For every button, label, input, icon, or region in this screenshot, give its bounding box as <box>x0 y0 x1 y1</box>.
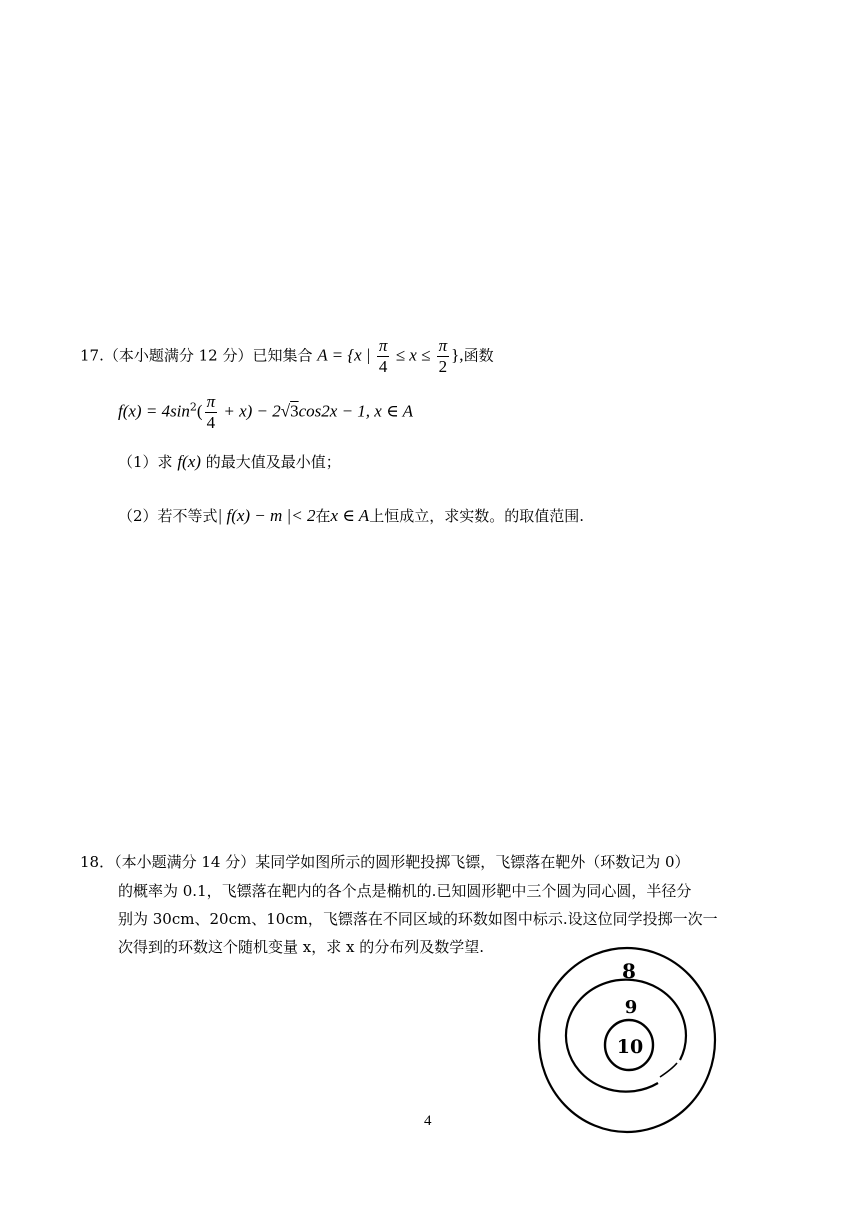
q17-frac-pi-4: $\frac{\pi}{4}$ <box>378 336 388 376</box>
q17-line1 <box>80 336 494 377</box>
q17-part2-ineq: | f(x) − m |< 2 <box>217 506 316 525</box>
q17-set-lhs: A = {x | <box>317 345 375 365</box>
q17-intro: 已知集合 <box>252 346 313 365</box>
q18-line2: 的概率为 0.1，飞镖落在靶内的各个点是椭机的.已知圆形靶中三个圆为同心圆，半径分 <box>118 882 692 900</box>
target-svg <box>532 945 747 1145</box>
q18-line1: 18．（本小题满分 14 分）某同学如图所示的圆形靶投掷飞镖，飞镖落在靶外（环数记为 0） <box>80 853 690 871</box>
q17-part1-rest: 的最大值及最小值； <box>205 453 341 471</box>
target-label-9: 9 <box>624 997 638 1018</box>
q17-frac-pi-4b: $\frac{\pi}{4}$ <box>206 392 216 432</box>
q17-sq-exp: 2 <box>189 400 197 414</box>
target-label-10: 10 <box>616 1036 644 1058</box>
q17-f-lhs: f(x) = 4sin <box>118 401 190 421</box>
q17-part1 <box>118 452 341 472</box>
q17-part1-fx: f(x) <box>177 452 201 471</box>
q18-line3: 别为 30cm、20cm、10cm，飞镖落在不同区域的环数如图中标示.设这位同学投掷一次一 <box>118 910 718 928</box>
q17-function-def <box>118 392 413 433</box>
q17-part2-label: （2）若不等式 <box>118 507 218 525</box>
q17-f-rest: cos2x − 1, x ∈ A <box>298 401 413 421</box>
q17-part2-x-in-a: x ∈ A <box>330 506 370 525</box>
q17-part2-zai: 在 <box>315 507 331 525</box>
q17-func-word: 函数 <box>463 346 494 365</box>
q17-frac-pi-2: $\frac{\pi}{2}$ <box>438 336 448 376</box>
q17-le: ≤ x ≤ <box>391 345 435 365</box>
q17-points: （本小题满分 12 分） <box>103 346 253 365</box>
q17-sqrt3: 3 <box>290 401 299 421</box>
q18-line4: 次得到的环数这个随机变量 x，求 x 的分布列及数学望. <box>118 938 484 956</box>
q17-paren: ( <box>196 401 203 421</box>
q17-part1-label: （1）求 <box>118 453 173 471</box>
q17-plus-x: + x) − 2 <box>219 401 281 421</box>
target-figure <box>532 945 747 1145</box>
q17-part2 <box>118 506 584 526</box>
target-middle-ring-tail <box>660 1063 677 1077</box>
q17-number: 17. <box>80 346 104 365</box>
q17-set-close: }, <box>451 345 464 365</box>
sqrt-icon: √ <box>280 401 291 421</box>
q17-part2-rest: 上恒成立，求实数。的取值范围. <box>369 507 584 525</box>
page-number: 4 <box>424 1113 432 1129</box>
target-label-8: 8 <box>622 959 636 983</box>
